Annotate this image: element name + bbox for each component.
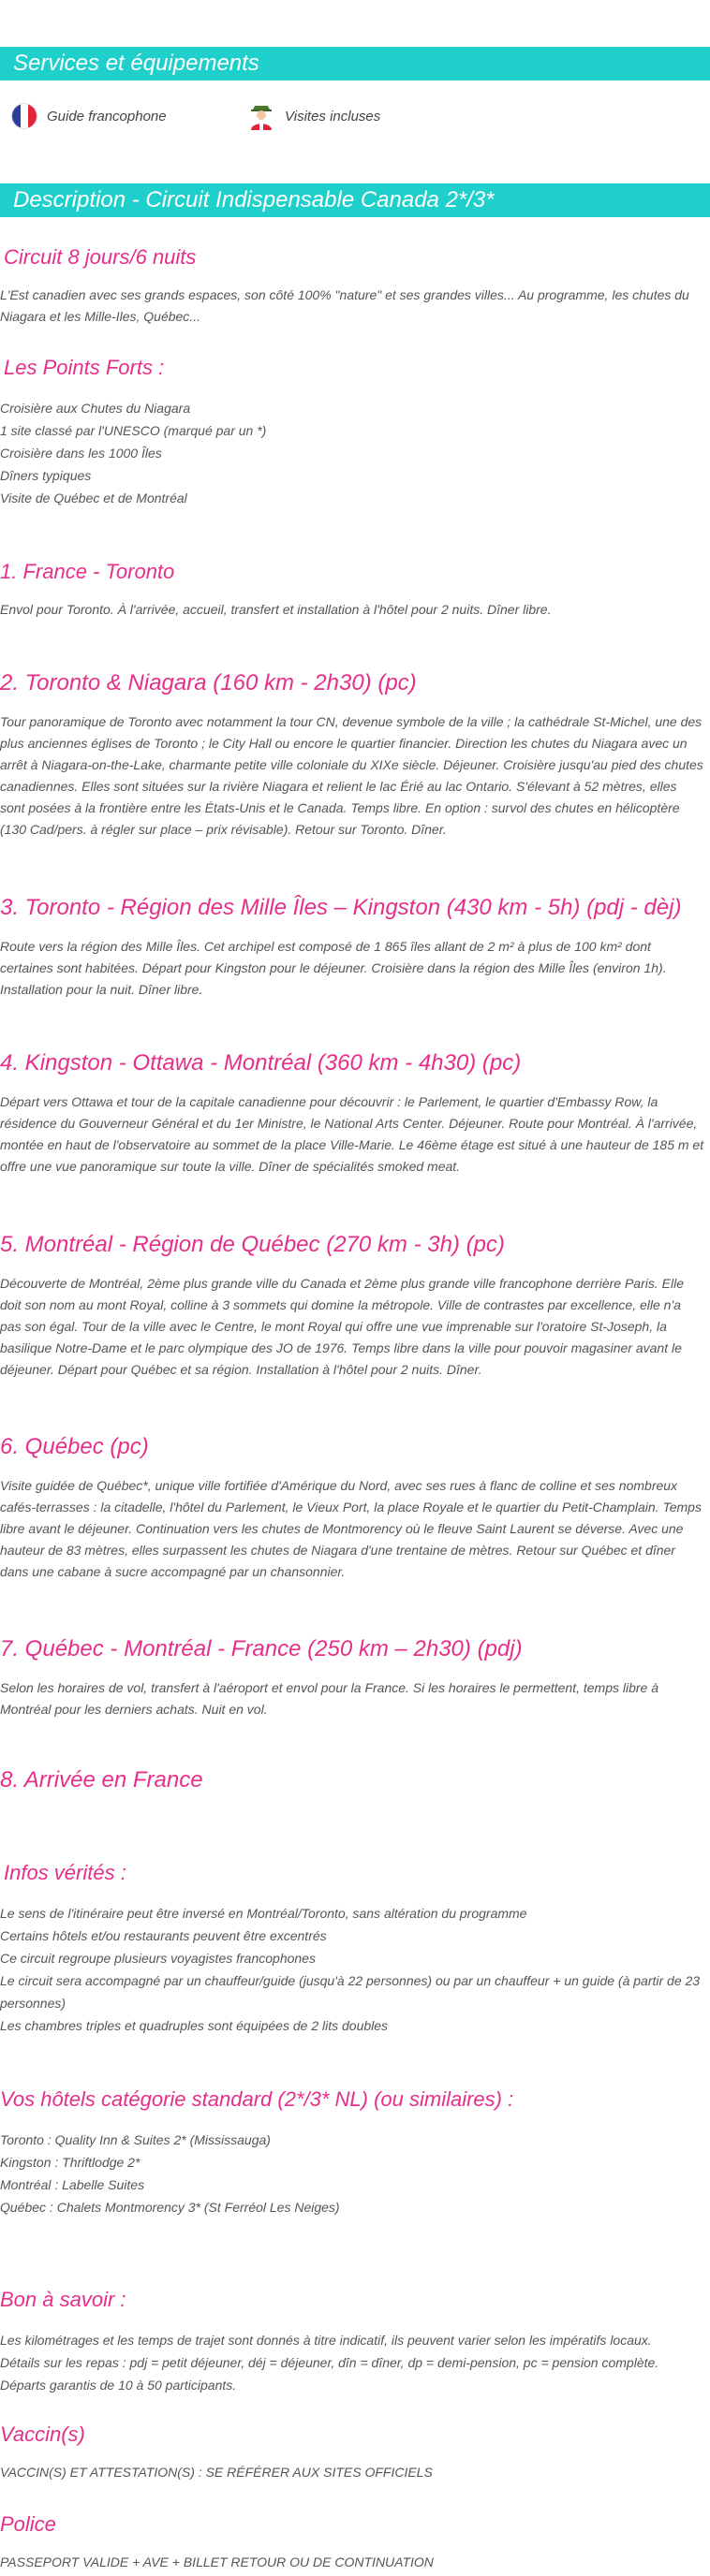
list-item: Croisière dans les 1000 Îles	[0, 446, 162, 461]
list-item: Kingston : Thriftlodge 2*	[0, 2155, 141, 2170]
list-item: Certains hôtels et/ou restaurants peuvent être excentrés	[0, 1928, 327, 1943]
hotels-list	[0, 2129, 340, 2218]
list-item: Le circuit sera accompagné par un chauffeur/guide (jusqu'à 22 personnes) ou par un chauffeur + un guide (à partir de 23 personnes)	[0, 1973, 701, 2011]
day-1-title: 1. France - Toronto	[0, 560, 175, 583]
police-title: Police	[0, 2512, 56, 2536]
list-item: Dîners typiques	[0, 468, 92, 483]
service-visites-incluses	[247, 97, 380, 135]
hotels-title: Vos hôtels catégorie standard (2*/3* NL) (ou similaires) :	[0, 2087, 514, 2111]
list-item: Visite de Québec et de Montréal	[0, 490, 187, 505]
list-item: Montréal : Labelle Suites	[0, 2177, 145, 2192]
circuit-intro: L'Est canadien avec ses grands espaces, son côté 100% "nature" et ses grandes villes... Au programme, les chutes du Niagara et les Mille-Iles, Québec...	[0, 287, 689, 324]
day-1-text: Envol pour Toronto. À l'arrivée, accueil, transfert et installation à l'hôtel pour 2 nuits. Dîner libre.	[0, 602, 552, 617]
day-7-title: 7. Québec - Montréal - France (250 km – 2h30) (pdj)	[0, 1636, 523, 1661]
points-forts-list	[0, 397, 266, 509]
services-header: Services et équipements	[0, 47, 710, 80]
vaccin-title: Vaccin(s)	[0, 2422, 85, 2446]
description-header: Description - Circuit Indispensable Canada 2*/3*	[0, 183, 710, 217]
day-2-text: Tour panoramique de Toronto avec notamment la tour CN, devenue symbole de la ville ; la cathédrale St-Michel, une des plus anciennes églises de Toronto ; le City Hall ou encore le quartier financier. Direction les chutes du Niagara avec un arrêt à Niagara-on-the-Lake, charmante petite ville coloniale du XIXe siècle. Déjeuner. Croisière jusqu'au pied des chutes canadiennes. Elles sont situées sur la rivière Niagara et relient le lac Érié au lac Ontario. S'élevant à 52 mètres, elles sont posées à la frontière entre les États-Unis et le Canada. Temps libre. En option : survol des chutes en hélicoptère (130 Cad/pers. à régler sur place – prix révisable). Retour sur Toronto. Dîner.	[0, 714, 703, 837]
vaccin-text: VACCIN(S) ET ATTESTATION(S) : SE RÉFÉRER AUX SITES OFFICIELS	[0, 2465, 433, 2480]
list-item: Les kilométrages et les temps de trajet sont donnés à titre indicatif, ils peuvent varier selon les impératifs locaux.	[0, 2333, 652, 2348]
list-item: Les chambres triples et quadruples sont équipées de 2 lits doubles	[0, 2018, 389, 2033]
circuit-title: Circuit 8 jours/6 nuits	[4, 245, 197, 269]
list-item: Départs garantis de 10 à 50 participants.	[0, 2378, 237, 2393]
bon-a-savoir-list	[0, 2329, 704, 2396]
day-3-title: 3. Toronto - Région des Mille Îles – Kingston (430 km - 5h) (pdj - dèj)	[0, 895, 682, 920]
french-flag-icon	[11, 103, 37, 129]
services-list	[0, 97, 710, 135]
day-5-text: Découverte de Montréal, 2ème plus grande ville du Canada et 2ème plus grande ville francophone derrière Paris. Elle doit son nom au mont Royal, colline à 3 sommets qui domine la métropole. Ville de contrastes par excellence, elle n'a pas son égal. Tour de la ville avec le Centre, le mont Royal qui offre une vue imprenable sur l'oratoire St-Joseph, la basilique Notre-Dame et le parc olympique des JO de 1976. Temps libre dans la ville pour pouvoir magasiner avant le déjeuner. Départ pour Québec et sa région. Installation à l'hôtel pour 2 nuits. Dîner.	[0, 1276, 684, 1377]
infos-title: Infos vérités :	[4, 1861, 126, 1884]
list-item: Toronto : Quality Inn & Suites 2* (Mississauga)	[0, 2132, 271, 2147]
service-label: Visites incluses	[285, 108, 381, 124]
day-4-title: 4. Kingston - Ottawa - Montréal (360 km - 4h30) (pc)	[0, 1050, 522, 1076]
list-item: Québec : Chalets Montmorency 3* (St Ferréol Les Neiges)	[0, 2200, 340, 2215]
list-item: Détails sur les repas : pdj = petit déjeuner, déj = déjeuner, dîn = dîner, dp = demi-pension, pc = pension complète.	[0, 2355, 659, 2370]
infos-list	[0, 1902, 704, 2037]
tour-guide-icon	[247, 101, 275, 131]
day-2-title: 2. Toronto & Niagara (160 km - 2h30) (pc)	[0, 670, 417, 695]
service-label: Guide francophone	[47, 108, 167, 124]
day-7-text: Selon les horaires de vol, transfert à l'aéroport et envol pour la France. Si les horaires le permettent, temps libre à Montréal pour les derniers achats. Nuit en vol.	[0, 1680, 659, 1717]
day-5-title: 5. Montréal - Région de Québec (270 km - 3h) (pc)	[0, 1232, 505, 1257]
day-4-text: Départ vers Ottawa et tour de la capitale canadienne pour découvrir : le Parlement, le quartier d'Embassy Row, la résidence du Gouverneur Général et du 1er Ministre, le National Arts Center. Déjeuner. Route pour Montréal. À l'arrivée, montée en haut de l'observatoire au sommet de la place Ville-Marie. Le 46ème étage est situé à une hauteur de 185 m et offre une vue panoramique sur toute la ville. Dîner de spécialités smoked meat.	[0, 1094, 704, 1174]
bon-a-savoir-title: Bon à savoir :	[0, 2288, 126, 2311]
service-guide-francophone	[11, 97, 167, 135]
list-item: Ce circuit regroupe plusieurs voyagistes francophones	[0, 1951, 316, 1966]
police-text: PASSEPORT VALIDE + AVE + BILLET RETOUR OU DE CONTINUATION	[0, 2554, 434, 2569]
day-6-text: Visite guidée de Québec*, unique ville fortifiée d'Amérique du Nord, avec ses rues à flanc de colline et ses nombreux cafés-terrasses : la citadelle, l'hôtel du Parlement, le Vieux Port, la place Royale et le quartier du Petit-Champlain. Temps libre avant le déjeuner. Continuation vers les chutes de Montmorency où le fleuve Saint Laurent se déverse. Avec une hauteur de 83 mètres, elles surpassent les chutes de Niagara d'une trentaine de mètres. Retour sur Québec et dîner dans une cabane à sucre accompagné par un chansonnier.	[0, 1478, 702, 1579]
day-6-title: 6. Québec (pc)	[0, 1434, 149, 1459]
list-item: Le sens de l'itinéraire peut être inversé en Montréal/Toronto, sans altération du programme	[0, 1906, 527, 1921]
list-item: Croisière aux Chutes du Niagara	[0, 401, 191, 416]
day-8-title: 8. Arrivée en France	[0, 1767, 203, 1793]
day-3-text: Route vers la région des Mille Îles. Cet archipel est composé de 1 865 îles allant de 2 m² à plus de 100 km² dont certaines sont habitées. Départ pour Kingston pour le déjeuner. Croisière dans la région des Mille Îles (environ 1h). Installation pour la nuit. Dîner libre.	[0, 939, 667, 997]
list-item: 1 site classé par l'UNESCO (marqué par un *)	[0, 423, 267, 438]
points-forts-title: Les Points Forts :	[4, 356, 165, 379]
